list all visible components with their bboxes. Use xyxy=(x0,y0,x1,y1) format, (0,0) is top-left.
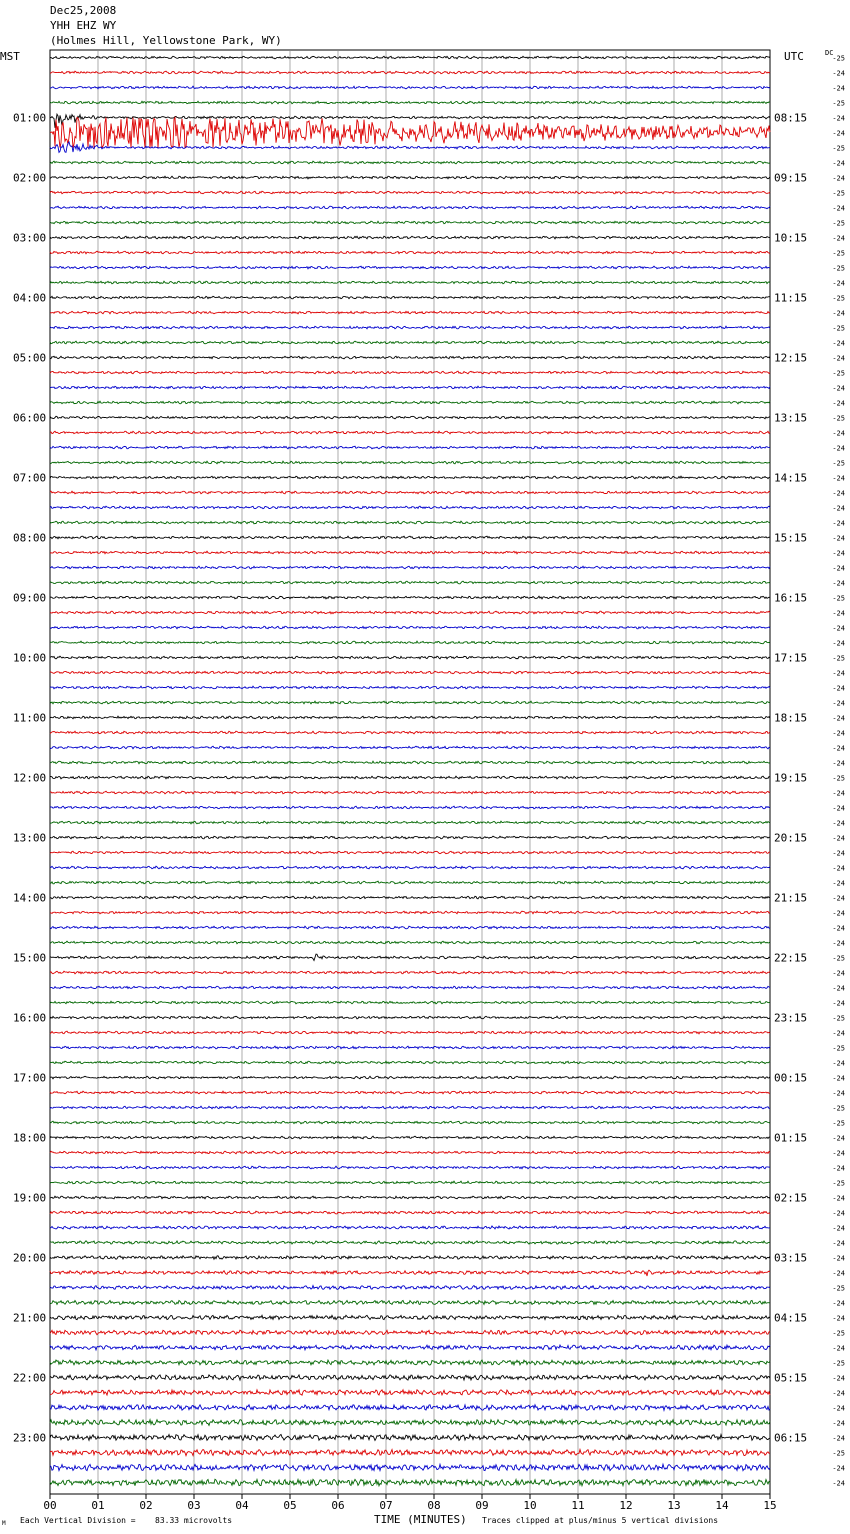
mst-hour-label: 23:00 xyxy=(13,1431,47,1445)
mst-hour-label: 09:00 xyxy=(13,591,47,605)
clip-note: Traces clipped at plus/minus 5 vertical divisions xyxy=(482,1516,719,1525)
utc-hour-label: 04:15 xyxy=(774,1311,808,1325)
dc-offset-value: -24 xyxy=(832,984,845,993)
dc-offset-value: -25 xyxy=(832,654,845,663)
x-axis-title: TIME (MINUTES) xyxy=(374,1513,467,1526)
dc-offset-value: -24 xyxy=(832,489,845,498)
dc-offset-value: -24 xyxy=(832,504,845,513)
mst-hour-label: 04:00 xyxy=(13,291,47,305)
mst-hour-label: 14:00 xyxy=(13,891,47,905)
dc-offset-value: -25 xyxy=(832,459,845,468)
seismic-trace xyxy=(50,1091,770,1094)
scale-prefix: Each Vertical Division = xyxy=(20,1516,136,1525)
mst-hour-label: 21:00 xyxy=(13,1311,47,1325)
seismic-trace xyxy=(50,926,770,929)
seismic-trace xyxy=(50,1286,770,1290)
seismic-trace xyxy=(50,236,770,239)
utc-hour-label: 22:15 xyxy=(774,951,808,965)
seismic-trace xyxy=(50,221,770,224)
seismic-trace xyxy=(50,954,770,960)
seismic-trace xyxy=(50,401,770,404)
dc-offset-value: -24 xyxy=(832,789,845,798)
seismic-trace xyxy=(50,1031,770,1034)
mst-hour-label: 08:00 xyxy=(13,531,47,545)
seismic-trace xyxy=(50,86,770,89)
dc-offset-value: -24 xyxy=(832,1479,845,1488)
seismic-trace xyxy=(50,71,770,74)
dc-offset-value: -24 xyxy=(832,1389,845,1398)
dc-offset-value: -24 xyxy=(832,804,845,813)
dc-offset-value: -24 xyxy=(832,969,845,978)
seismic-trace xyxy=(50,1405,770,1411)
dc-offset-value: -24 xyxy=(832,519,845,528)
dc-offset-value: -24 xyxy=(832,819,845,828)
dc-offset-value: -24 xyxy=(832,699,845,708)
mst-hour-label: 17:00 xyxy=(13,1071,47,1085)
dc-offset-value: -24 xyxy=(832,864,845,873)
dc-offset-value: -24 xyxy=(832,879,845,888)
dc-offset-value: -24 xyxy=(832,1299,845,1308)
dc-offset-value: -25 xyxy=(832,219,845,228)
seismic-trace xyxy=(50,476,770,479)
seismic-trace xyxy=(50,1479,770,1486)
dc-offset-value: -25 xyxy=(832,324,845,333)
seismic-trace xyxy=(50,881,770,884)
x-tick-label: 08 xyxy=(427,1499,441,1512)
seismic-trace xyxy=(50,114,770,128)
seismic-trace xyxy=(50,431,770,434)
x-tick-label: 03 xyxy=(187,1499,201,1512)
seismic-trace xyxy=(50,1121,770,1124)
mst-hour-label: 10:00 xyxy=(13,651,47,665)
seismic-trace xyxy=(50,1061,770,1064)
seismic-trace xyxy=(50,746,770,749)
dc-offset-value: -25 xyxy=(832,1359,845,1368)
dc-offset-value: -24 xyxy=(832,384,845,393)
dc-offset-value: -24 xyxy=(832,1344,845,1353)
dc-offset-value: -24 xyxy=(832,354,845,363)
dc-offset-value: -24 xyxy=(832,894,845,903)
seismic-trace xyxy=(50,791,770,794)
seismic-trace xyxy=(50,701,770,704)
dc-offset-value: -25 xyxy=(832,189,845,198)
mst-hour-label: 18:00 xyxy=(13,1131,47,1145)
utc-hour-label: 01:15 xyxy=(774,1131,808,1145)
seismic-trace xyxy=(50,371,770,374)
seismic-trace xyxy=(50,1256,770,1259)
seismic-trace xyxy=(50,566,770,569)
seismic-trace xyxy=(50,776,770,779)
utc-hour-label: 03:15 xyxy=(774,1251,808,1265)
dc-offset-value: -25 xyxy=(832,369,845,378)
seismic-trace xyxy=(50,281,770,284)
dc-offset-value: -24 xyxy=(832,1239,845,1248)
dc-offset-value: -24 xyxy=(832,639,845,648)
x-tick-label: 07 xyxy=(379,1499,393,1512)
utc-hour-label: 09:15 xyxy=(774,171,808,185)
dc-offset-value: -24 xyxy=(832,399,845,408)
mst-hour-label: 15:00 xyxy=(13,951,47,965)
seismic-trace xyxy=(50,1464,770,1470)
x-tick-label: 01 xyxy=(91,1499,105,1512)
dc-offset-value: -25 xyxy=(832,594,845,603)
dc-offset-value: -25 xyxy=(832,294,845,303)
seismic-trace xyxy=(50,821,770,824)
seismic-trace xyxy=(50,761,770,764)
dc-offset-value: -24 xyxy=(832,1074,845,1083)
utc-hour-label: 16:15 xyxy=(774,591,808,605)
seismic-trace xyxy=(50,611,770,614)
dc-offset-value: -25 xyxy=(832,1179,845,1188)
mst-hour-label: 16:00 xyxy=(13,1011,47,1025)
utc-hour-label: 02:15 xyxy=(774,1191,808,1205)
dc-offset-value: -24 xyxy=(832,549,845,558)
x-tick-label: 02 xyxy=(139,1499,153,1512)
dc-offset-value: -24 xyxy=(832,849,845,858)
x-tick-label: 12 xyxy=(619,1499,633,1512)
dc-offset-value: -24 xyxy=(832,834,845,843)
dc-offset-value: -24 xyxy=(832,684,845,693)
seismic-trace xyxy=(50,191,770,194)
dc-offset-value: -24 xyxy=(832,1419,845,1428)
seismic-trace xyxy=(50,551,770,554)
seismic-trace xyxy=(50,1151,770,1154)
dc-offset-value: -24 xyxy=(832,279,845,288)
dc-offset-value: -24 xyxy=(832,1149,845,1158)
dc-offset-value: -25 xyxy=(832,144,845,153)
dc-offset-value: -24 xyxy=(832,234,845,243)
dc-offset-value: -24 xyxy=(832,1224,845,1233)
dc-offset-value: -25 xyxy=(832,414,845,423)
seismic-trace xyxy=(50,206,770,209)
dc-offset-value: -24 xyxy=(832,579,845,588)
seismic-trace xyxy=(50,521,770,524)
corner-mark: M xyxy=(2,1520,6,1527)
dc-offset-value: -24 xyxy=(832,1029,845,1038)
dc-offset-value: -25 xyxy=(832,1329,845,1338)
seismic-trace xyxy=(50,296,770,299)
dc-offset-value: -24 xyxy=(832,759,845,768)
utc-hour-label: 15:15 xyxy=(774,531,808,545)
x-tick-label: 11 xyxy=(571,1499,585,1512)
seismic-trace xyxy=(50,416,770,419)
mst-hour-label: 02:00 xyxy=(13,171,47,185)
seismic-trace xyxy=(50,1181,770,1184)
seismic-trace xyxy=(50,56,770,59)
seismic-trace xyxy=(50,911,770,914)
seismic-trace xyxy=(50,101,770,104)
utc-hour-label: 20:15 xyxy=(774,831,808,845)
utc-hour-label: 08:15 xyxy=(774,111,808,125)
dc-offset-value: -25 xyxy=(832,774,845,783)
mst-hour-label: 05:00 xyxy=(13,351,47,365)
dc-offset-value: -24 xyxy=(832,924,845,933)
seismic-trace xyxy=(50,686,770,689)
seismic-trace xyxy=(50,1166,770,1169)
seismic-trace xyxy=(50,1420,770,1426)
mst-hour-label: 01:00 xyxy=(13,111,47,125)
dc-offset-value: -25 xyxy=(832,54,845,63)
dc-offset-value: -24 xyxy=(832,159,845,168)
seismic-trace xyxy=(50,1211,770,1214)
seismic-trace xyxy=(50,866,770,869)
seismic-trace xyxy=(50,536,770,539)
seismic-trace xyxy=(50,716,770,719)
dc-offset-value: -24 xyxy=(832,1209,845,1218)
dc-offset-value: -24 xyxy=(832,1089,845,1098)
mst-hour-label: 19:00 xyxy=(13,1191,47,1205)
dc-offset-value: -24 xyxy=(832,309,845,318)
seismic-trace xyxy=(50,1301,770,1305)
x-tick-label: 10 xyxy=(523,1499,537,1512)
seismic-trace xyxy=(50,626,770,629)
seismic-trace xyxy=(50,1106,770,1109)
dc-offset-value: -25 xyxy=(832,1014,845,1023)
dc-offset-value: -25 xyxy=(832,1119,845,1128)
mst-hour-label: 22:00 xyxy=(13,1371,47,1385)
dc-offset-value: -24 xyxy=(832,114,845,123)
mst-hour-label: 07:00 xyxy=(13,471,47,485)
seismic-trace xyxy=(50,461,770,464)
seismic-trace xyxy=(50,1270,770,1276)
x-tick-label: 13 xyxy=(667,1499,681,1512)
seismic-trace xyxy=(50,896,770,899)
dc-offset-value: -24 xyxy=(832,564,845,573)
dc-offset-value: -25 xyxy=(832,1044,845,1053)
chart-date: Dec25,2008 xyxy=(50,4,117,17)
dc-offset-value: -25 xyxy=(832,264,845,273)
utc-hour-label: 06:15 xyxy=(774,1431,808,1445)
dc-offset-value: -24 xyxy=(832,624,845,633)
station-location: (Holmes Hill, Yellowstone Park, WY) xyxy=(50,34,282,47)
seismic-trace xyxy=(50,641,770,644)
dc-offset-value: -24 xyxy=(832,84,845,93)
seismic-trace xyxy=(50,941,770,944)
utc-hour-label: 05:15 xyxy=(774,1371,808,1385)
dc-offset-value: -24 xyxy=(832,339,845,348)
seismic-trace xyxy=(50,1375,770,1380)
seismic-trace xyxy=(50,1016,770,1019)
seismic-trace xyxy=(50,1330,770,1335)
seismic-trace xyxy=(50,266,770,269)
dc-offset-value: -25 xyxy=(832,1104,845,1113)
utc-zone-label: UTC xyxy=(784,50,804,63)
x-tick-label: 15 xyxy=(763,1499,777,1512)
seismic-trace xyxy=(50,851,770,854)
seismic-trace xyxy=(50,386,770,389)
dc-offset-value: -24 xyxy=(832,1194,845,1203)
dc-offset-value: -24 xyxy=(832,1404,845,1413)
seismic-trace xyxy=(50,581,770,584)
utc-hour-label: 23:15 xyxy=(774,1011,808,1025)
seismic-trace xyxy=(50,326,770,329)
utc-hour-label: 18:15 xyxy=(774,711,808,725)
seismic-trace xyxy=(50,1046,770,1049)
seismic-trace xyxy=(50,446,770,449)
dc-offset-value: -24 xyxy=(832,999,845,1008)
seismic-trace xyxy=(50,836,770,839)
dc-offset-value: -24 xyxy=(832,1059,845,1068)
mst-hour-label: 03:00 xyxy=(13,231,47,245)
utc-hour-label: 14:15 xyxy=(774,471,808,485)
seismic-trace xyxy=(50,596,770,599)
seismic-trace xyxy=(50,1241,770,1244)
dc-offset-value: -24 xyxy=(832,1164,845,1173)
mst-hour-label: 13:00 xyxy=(13,831,47,845)
seismic-trace xyxy=(50,1450,770,1456)
utc-hour-label: 17:15 xyxy=(774,651,808,665)
dc-offset-value: -25 xyxy=(832,249,845,258)
seismic-trace xyxy=(50,971,770,974)
seismic-trace xyxy=(50,176,770,179)
dc-offset-value: -24 xyxy=(832,174,845,183)
seismic-trace xyxy=(50,1226,770,1229)
dc-offset-value: -24 xyxy=(832,909,845,918)
seismic-trace xyxy=(50,1136,770,1139)
seismic-trace xyxy=(50,731,770,734)
dc-offset-value: -24 xyxy=(832,474,845,483)
dc-offset-value: -24 xyxy=(832,744,845,753)
x-tick-label: 14 xyxy=(715,1499,729,1512)
seismic-trace xyxy=(50,1360,770,1365)
seismic-trace xyxy=(50,1315,770,1319)
seismic-trace xyxy=(50,986,770,989)
utc-hour-label: 21:15 xyxy=(774,891,808,905)
mst-hour-label: 12:00 xyxy=(13,771,47,785)
seismic-trace xyxy=(50,1076,770,1079)
seismic-trace xyxy=(50,356,770,359)
dc-offset-value: -24 xyxy=(832,1464,845,1473)
seismic-trace xyxy=(50,161,770,164)
utc-hour-label: 11:15 xyxy=(774,291,808,305)
seismic-trace xyxy=(50,1345,770,1350)
mst-hour-label: 20:00 xyxy=(13,1251,47,1265)
seismic-trace xyxy=(50,1390,770,1395)
seismic-trace xyxy=(50,251,770,254)
dc-offset-value: -24 xyxy=(832,609,845,618)
seismic-trace xyxy=(50,491,770,494)
seismic-trace xyxy=(50,311,770,314)
dc-offset-value: -24 xyxy=(832,129,845,138)
dc-offset-value: -25 xyxy=(832,99,845,108)
utc-hour-label: 12:15 xyxy=(774,351,808,365)
seismic-trace xyxy=(50,671,770,674)
x-tick-label: 05 xyxy=(283,1499,297,1512)
mst-hour-label: 11:00 xyxy=(13,711,47,725)
scale-value: 83.33 microvolts xyxy=(155,1516,233,1525)
utc-hour-label: 10:15 xyxy=(774,231,808,245)
dc-offset-value: -24 xyxy=(832,1434,845,1443)
station-code: YHH EHZ WY xyxy=(50,19,117,32)
dc-offset-value: -24 xyxy=(832,204,845,213)
dc-offset-value: -24 xyxy=(832,1314,845,1323)
x-tick-label: 09 xyxy=(475,1499,489,1512)
dc-offset-value: -25 xyxy=(832,954,845,963)
x-tick-label: 06 xyxy=(331,1499,345,1512)
mst-zone-label: MST xyxy=(0,50,20,63)
x-tick-label: 00 xyxy=(43,1499,57,1512)
dc-offset-value: -24 xyxy=(832,429,845,438)
dc-offset-value: -24 xyxy=(832,939,845,948)
dc-offset-value: -24 xyxy=(832,69,845,78)
seismic-trace xyxy=(50,656,770,659)
dc-label: DC xyxy=(825,49,834,57)
dc-offset-value: -24 xyxy=(832,714,845,723)
dc-offset-value: -24 xyxy=(832,1269,845,1278)
seismic-trace xyxy=(50,1196,770,1199)
seismic-trace xyxy=(50,506,770,509)
x-tick-label: 04 xyxy=(235,1499,249,1512)
dc-offset-value: -24 xyxy=(832,669,845,678)
seismic-trace xyxy=(50,806,770,809)
seismic-trace xyxy=(50,118,770,148)
seismic-trace xyxy=(50,341,770,344)
dc-offset-value: -25 xyxy=(832,1449,845,1458)
dc-offset-value: -24 xyxy=(832,444,845,453)
dc-offset-value: -25 xyxy=(832,1284,845,1293)
dc-offset-value: -24 xyxy=(832,1254,845,1263)
dc-offset-value: -24 xyxy=(832,534,845,543)
dc-offset-value: -24 xyxy=(832,1134,845,1143)
dc-offset-value: -24 xyxy=(832,729,845,738)
utc-hour-label: 13:15 xyxy=(774,411,808,425)
dc-offset-value: -24 xyxy=(832,1374,845,1383)
utc-hour-label: 00:15 xyxy=(774,1071,808,1085)
utc-hour-label: 19:15 xyxy=(774,771,808,785)
mst-hour-label: 06:00 xyxy=(13,411,47,425)
seismic-trace xyxy=(50,1001,770,1004)
seismic-trace xyxy=(50,1435,770,1441)
